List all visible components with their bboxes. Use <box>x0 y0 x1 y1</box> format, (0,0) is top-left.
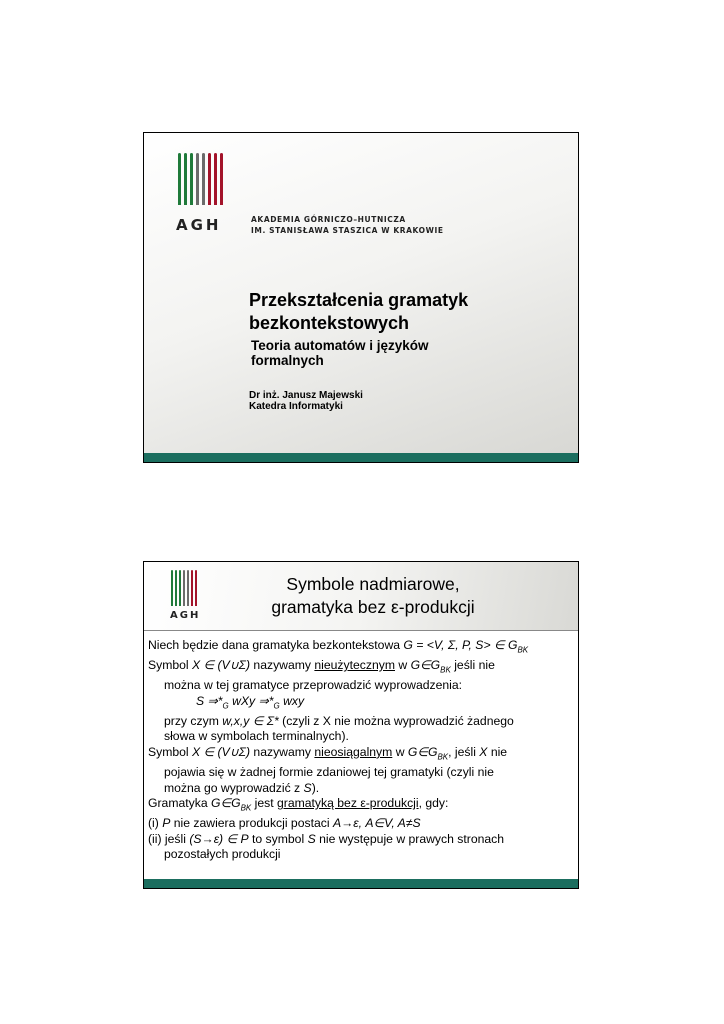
slide-body <box>148 638 576 863</box>
body-line: (ii) jeśli (S→ε) ∈ P to symbol S nie występuje w prawych stronach <box>148 831 505 846</box>
university-name <box>251 214 444 236</box>
body-line: Symbol X ∈ (V∪Σ) nazywamy nieużytecznym w $G\in G_{BK}$ jeśli nie <box>148 658 495 675</box>
slide-subtitle-line-2: formalnych <box>251 353 324 368</box>
slide-title-line-1: Przekształcenia gramatyk <box>249 290 469 310</box>
slide-title-line-1: Symbole nadmiarowe, <box>286 574 460 594</box>
body-line: Gramatyka $G\in G_{BK}$ jest gramatyką bez ε-produkcji, gdy: <box>148 796 449 813</box>
footer-bar <box>144 453 578 462</box>
body-line: przy czym w,x,y ∈ Σ* (czyli z X nie można wyprowadzić żadnego <box>164 713 514 728</box>
author-department: Katedra Informatyki <box>249 401 343 412</box>
footer-bar <box>144 879 578 888</box>
body-line: słowa w symbolach terminalnych). <box>164 729 349 744</box>
agh-logo-text: AGH <box>176 216 222 234</box>
slide-subtitle <box>251 338 561 368</box>
body-line: można go wyprowadzić z S). <box>164 780 320 795</box>
body-line: można w tej gramatyce przeprowadzić wyprowadzenia: <box>164 678 463 693</box>
slide-title <box>249 289 559 335</box>
body-line: Symbol X ∈ (V∪Σ) nazywamy nieosiągalnym w $G\in G_{BK}$, jeśli X nie <box>148 744 508 762</box>
body-line: Niech będzie dana gramatyka bezkontekstowa G = <V, Σ, P, S> ∈ $G_{BK}$ <box>148 638 529 655</box>
author-block <box>249 390 363 412</box>
author-name: Dr inż. Janusz Majewski <box>249 390 363 401</box>
agh-logo-icon <box>176 153 224 213</box>
body-line: (i) P nie zawiera produkcji postaci A→ε, A∈V, A≠S <box>148 816 421 831</box>
agh-logo-text: AGH <box>170 610 201 621</box>
title-slide <box>143 132 579 463</box>
university-line-2: IM. STANISŁAWA STASZICA W KRAKOWIE <box>251 226 444 235</box>
slide-title <box>244 573 502 619</box>
university-line-1: AKADEMIA GÓRNICZO–HUTNICZA <box>251 215 406 224</box>
body-line: pozostałych produkcji <box>164 847 281 862</box>
agh-logo-icon <box>170 570 200 610</box>
slide-subtitle-line-1: Teoria automatów i języków <box>251 338 429 353</box>
body-line: S $\Rightarrow*_G$ wXy $\Rightarrow*_G$ wxy <box>196 693 305 711</box>
content-slide <box>143 561 579 889</box>
body-line: pojawia się w żadnej formie zdaniowej tej gramatyki (czyli nie <box>164 764 494 779</box>
slide-header <box>144 562 578 631</box>
slide-title-line-2: gramatyka bez ε-produkcji <box>271 597 475 617</box>
slide-title-line-2: bezkontekstowych <box>249 313 410 333</box>
